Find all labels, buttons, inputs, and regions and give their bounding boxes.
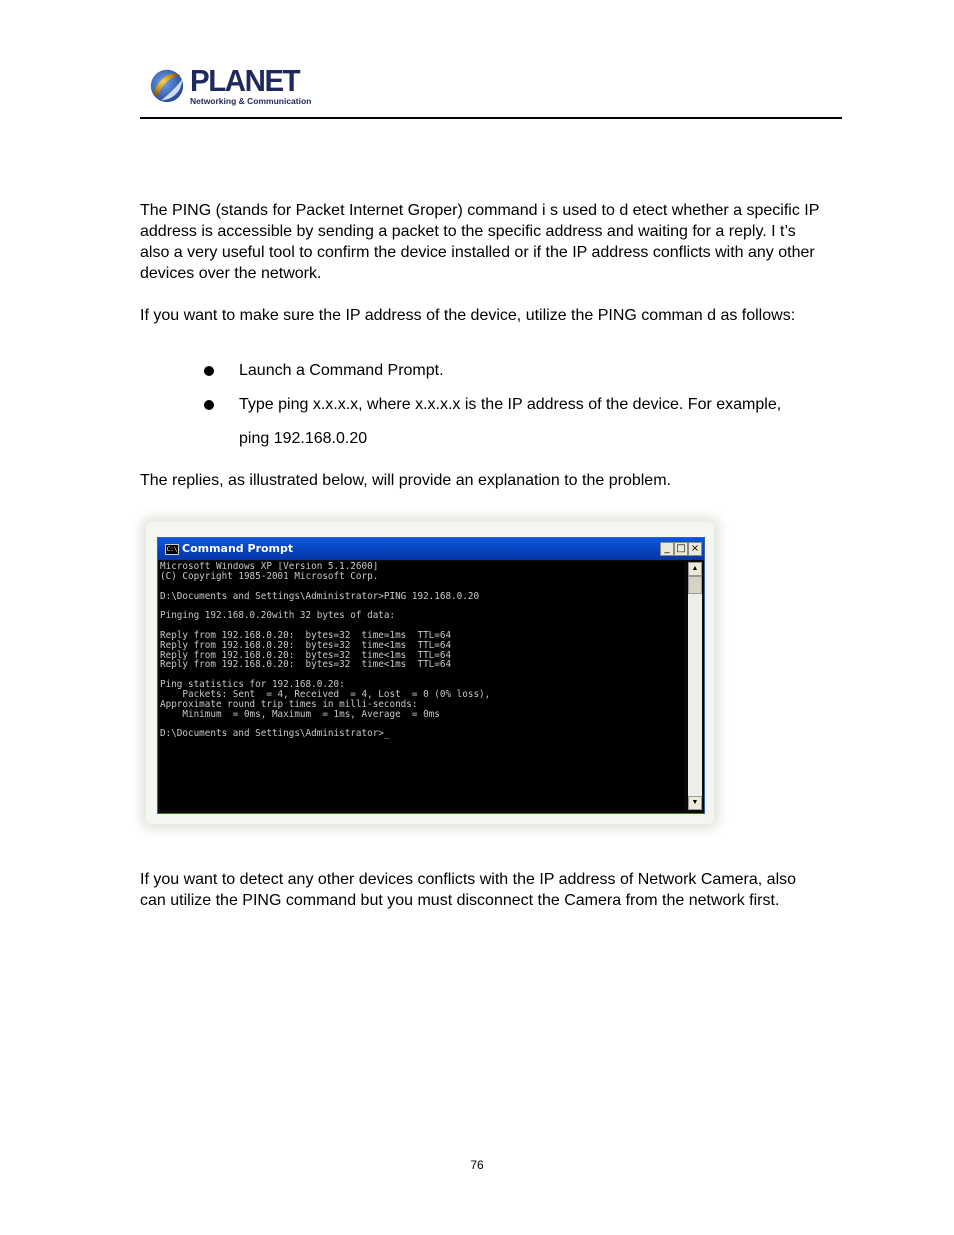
list-item-text: Type ping x.x.x.x, where x.x.x.x is the IP address of the device. For example, xyxy=(239,396,782,413)
header-divider xyxy=(140,117,842,119)
console-line: (C) Copyright 1985-2001 Microsoft Corp. xyxy=(160,570,379,582)
scroll-up-icon[interactable]: ▲ xyxy=(688,562,702,576)
logo-tagline: Networking & Communication xyxy=(190,96,312,106)
console-line: Reply from 192.168.0.20: bytes=32 time<1ms TTL=64 xyxy=(160,639,452,651)
console-line: Pinging 192.168.0.20with 32 bytes of data: xyxy=(160,610,396,622)
console-line: D:\Documents and Settings\Administrator>PING 192.168.0.20 xyxy=(160,590,480,602)
page-number: 76 xyxy=(470,1158,484,1172)
close-button[interactable]: × xyxy=(688,542,702,556)
logo-wordmark: PLANET xyxy=(190,63,300,98)
paragraph-replies: The replies, as illustrated below, will provide an explanation to the problem. xyxy=(140,472,671,489)
planet-globe-icon xyxy=(148,66,186,104)
console-line: Reply from 192.168.0.20: bytes=32 time<1ms TTL=64 xyxy=(160,659,452,671)
window-title: Command Prompt xyxy=(182,542,294,555)
console-line: Reply from 192.168.0.20: bytes=32 time=1ms TTL=64 xyxy=(160,629,452,641)
ping-example: ping 192.168.0.20 xyxy=(239,430,368,447)
window-titlebar xyxy=(158,538,704,560)
scroll-down-icon[interactable]: ▼ xyxy=(688,796,702,810)
bullet-icon xyxy=(204,366,214,376)
list-item-text: Launch a Command Prompt. xyxy=(239,362,444,379)
paragraph-conflict-detection: If you want to detect any other devices conflicts with the IP address of Network Camera, also can utilize the PING command but you must disconnect the Camera from the network first. xyxy=(140,871,797,909)
maximize-button[interactable]: □ xyxy=(674,542,688,556)
console-line: Reply from 192.168.0.20: bytes=32 time<1ms TTL=64 xyxy=(160,649,452,661)
console-line: Packets: Sent = 4, Received = 4, Lost = 0 (0% loss), xyxy=(160,688,491,700)
console-line: D:\Documents and Settings\Administrator>_ xyxy=(160,728,390,740)
console-line: Ping statistics for 192.168.0.20: xyxy=(160,679,345,691)
console-line: Approximate round trip times in milli-seconds: xyxy=(160,698,418,710)
paragraph-ping-intro: The PING (stands for Packet Internet Groper) command i s used to d etect whether a specific IP address is accessible by sending a packet to the specific address and waiting for a reply. I t’s also a very useful tool to confirm the device installed or if the IP address conflicts with any other devices over the network. xyxy=(140,202,820,282)
bullet-icon xyxy=(204,400,214,410)
console-line: Microsoft Windows XP [Version 5.1.2600] xyxy=(160,562,379,572)
page-header xyxy=(140,62,842,119)
paragraph-ping-usage: If you want to make sure the IP address of the device, utilize the PING comman d as follows: xyxy=(140,307,796,324)
scroll-thumb[interactable] xyxy=(688,576,702,594)
console-output xyxy=(160,562,684,810)
vertical-scrollbar[interactable] xyxy=(688,562,702,810)
console-icon: C:\ xyxy=(166,546,178,553)
console-line: Minimum = 0ms, Maximum = 1ms, Average = 0ms xyxy=(160,708,440,720)
planet-logo xyxy=(148,63,312,106)
command-prompt-window xyxy=(157,537,705,814)
minimize-button[interactable]: _ xyxy=(660,542,674,556)
